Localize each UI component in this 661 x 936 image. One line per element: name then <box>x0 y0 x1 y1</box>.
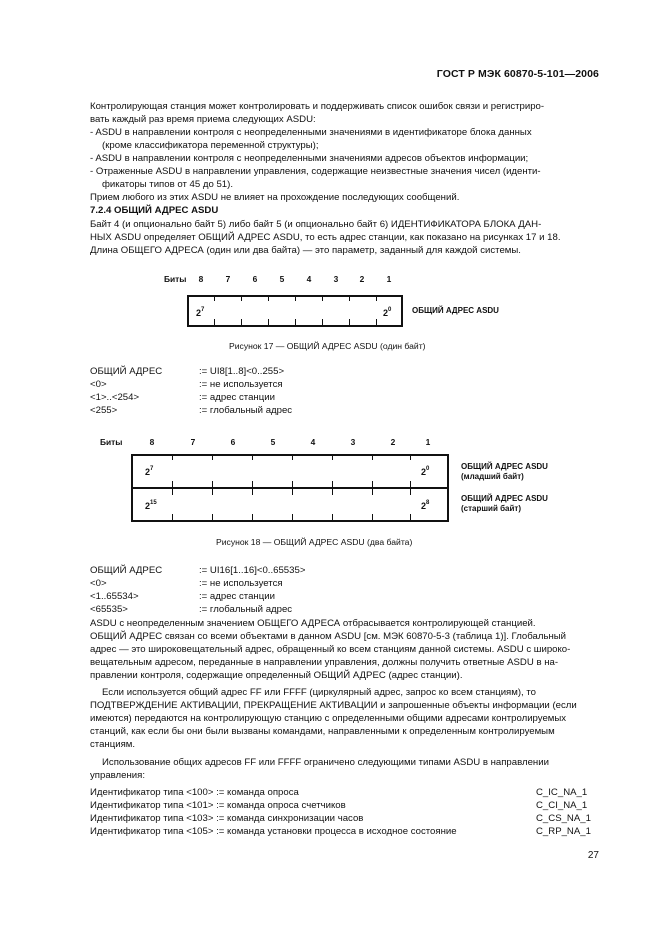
list-item: - ASDU в направлении контроля с неопределенными значениями в идентификаторе блока данных <box>90 127 532 138</box>
body-line: ASDU с неопределенным значением ОБЩЕГО АДРЕСА отбрасывается контролирующей станцией. <box>90 618 536 629</box>
bit-number: 8 <box>149 437 155 447</box>
bits-label: Биты <box>164 274 187 284</box>
list-item <box>90 825 600 838</box>
list-item: - Отраженные ASDU в направлении управления, содержащие неизвестные значения чисел (иденти- <box>90 166 541 177</box>
body-line: адрес — это широковещательный адрес, обращенный ко всем станциям данной системы. ASDU с широко- <box>90 644 571 655</box>
section-line: Байт 4 (и опционально байт 5) либо байт 5 (и опционально байт 6) ИДЕНТИФИКАТОРА БЛОКА ДАН- <box>90 219 542 230</box>
def-key: <0> <box>90 578 107 589</box>
bit-number: 6 <box>230 437 236 447</box>
type-description: Идентификатор типа <103> := команда синхронизации часов <box>90 813 364 824</box>
type-code: C_CI_NA_1 <box>536 800 588 811</box>
def-value: := не используется <box>199 578 283 589</box>
body-line: Использование общих адресов FF или FFFF ограничено следующими типами ASDU в направлении <box>102 757 549 768</box>
body-line: ПОДТВЕРЖДЕНИЕ АКТИВАЦИИ, ПРЕКРАЩЕНИЕ АКТИВАЦИИ и запрошенные объекты информации (если <box>90 700 577 711</box>
body-line: управления: <box>90 770 145 781</box>
section-line: Длина ОБЩЕГО АДРЕСА (один или два байта) — это параметр, заданный для каждой системы. <box>90 245 521 256</box>
intro-note: Прием любого из этих ASDU не влияет на прохождение последующих сообщений. <box>90 192 460 203</box>
bit-number: 3 <box>350 437 356 447</box>
def-key: ОБЩИЙ АДРЕС <box>90 565 163 576</box>
intro-line: Контролирующая станция может контролировать и поддерживать список ошибок связи и регистриро- <box>90 101 545 112</box>
list-item-cont: (кроме классификатора переменной структуры); <box>102 140 319 151</box>
bit-number: 1 <box>386 274 392 284</box>
bit-number: 1 <box>425 437 431 447</box>
type-description: Идентификатор типа <101> := команда опроса счетчиков <box>90 800 346 811</box>
type-description: Идентификатор типа <105> := команда установки процесса в исходное состояние <box>90 826 457 837</box>
body-line: имеются) передаются на контролирующую станцию с определенными общими адресами контролируемых <box>90 713 567 724</box>
def-key: ОБЩИЙ АДРЕС <box>90 366 163 377</box>
bit-number: 4 <box>310 437 316 447</box>
page-number: 27 <box>587 850 599 861</box>
bit-number: 7 <box>190 437 196 447</box>
list-item-cont: фикаторы типов от 45 до 51). <box>102 179 234 190</box>
def-key: <65535> <box>90 604 128 615</box>
body-line: ОБЩИЙ АДРЕС связан со всеми объектами в данном ASDU [см. МЭК 60870-5-3 (таблица 1)]. Глобальный <box>90 631 566 642</box>
list-item <box>90 812 600 825</box>
body-line: Если используется общий адрес FF или FFFF (циркулярный адрес, запрос ко всем станциям), то <box>102 687 536 698</box>
def-value: := не используется <box>199 379 283 390</box>
list-item: - ASDU в направлении контроля с неопределенными значениями адресов объектов информации; <box>90 153 529 164</box>
def-value: := UI8[1..8]<0..255> <box>199 366 285 377</box>
field-label-sub: (старший байт) <box>461 504 521 513</box>
type-description: Идентификатор типа <100> := команда опроса <box>90 787 299 798</box>
field-label: ОБЩИЙ АДРЕС ASDU <box>461 462 548 471</box>
section-title: 7.2.4 ОБЩИЙ АДРЕС ASDU <box>90 205 219 216</box>
def-key: <1>..<254> <box>90 392 140 403</box>
bits-label: Биты <box>100 437 123 447</box>
body-line: станций, как если бы они были вызваны командами, направленными к определенным контролируемым <box>90 726 555 737</box>
figure-caption: Рисунок 18 — ОБЩИЙ АДРЕС ASDU (два байта) <box>216 537 413 547</box>
bit-number: 4 <box>306 274 312 284</box>
list-item <box>90 799 600 812</box>
type-code: C_RP_NA_1 <box>536 826 591 837</box>
bit-number: 5 <box>270 437 276 447</box>
list-item <box>90 786 600 799</box>
def-key: <0> <box>90 379 107 390</box>
power-label-high: $2^7$ <box>145 466 154 477</box>
def-value: := глобальный адрес <box>199 405 293 416</box>
section-line: НЫХ ASDU определяет ОБЩИЙ АДРЕС ASDU, то есть адрес станции, как показано на рисунках 17 и 18. <box>90 232 561 243</box>
power-label-low: $2^0$ <box>383 307 392 318</box>
figure-caption: Рисунок 17 — ОБЩИЙ АДРЕС ASDU (один байт) <box>229 341 426 351</box>
field-label-sub: (младший байт) <box>461 472 524 481</box>
bit-number: 3 <box>333 274 339 284</box>
def-value: := UI16[1..16]<0..65535> <box>199 565 306 576</box>
body-line: станциям. <box>90 739 136 750</box>
def-value: := адрес станции <box>199 591 275 602</box>
bit-number: 7 <box>225 274 231 284</box>
octet-divider <box>131 487 449 489</box>
type-code: C_CS_NA_1 <box>536 813 591 824</box>
def-value: := адрес станции <box>199 392 275 403</box>
power-label-low: $2^8$ <box>421 500 430 511</box>
intro-line: вать каждый раз время приема следующих ASDU: <box>90 114 316 125</box>
bit-number: 6 <box>252 274 258 284</box>
def-key: <1..65534> <box>90 591 139 602</box>
document-header: ГОСТ Р МЭК 60870-5-101—2006 <box>436 68 599 80</box>
bit-number: 2 <box>390 437 396 447</box>
def-key: <255> <box>90 405 118 416</box>
field-label: ОБЩИЙ АДРЕС ASDU <box>461 494 548 503</box>
power-label-high: $2^{15}$ <box>145 500 157 511</box>
power-label-low: $2^0$ <box>421 466 430 477</box>
def-value: := глобальный адрес <box>199 604 293 615</box>
field-label: ОБЩИЙ АДРЕС ASDU <box>412 306 499 315</box>
power-label-high: $2^7$ <box>196 307 205 318</box>
bit-number: 2 <box>359 274 365 284</box>
body-line: вещательным адресом, переданные в направлении управления, должны получить ответные ASDU в на- <box>90 657 559 668</box>
type-code: C_IC_NA_1 <box>536 787 588 798</box>
bit-number: 8 <box>198 274 204 284</box>
body-line: правлении контроля, содержащие определенный ОБЩИЙ АДРЕС (адрес станции). <box>90 670 463 681</box>
bit-number: 5 <box>279 274 285 284</box>
